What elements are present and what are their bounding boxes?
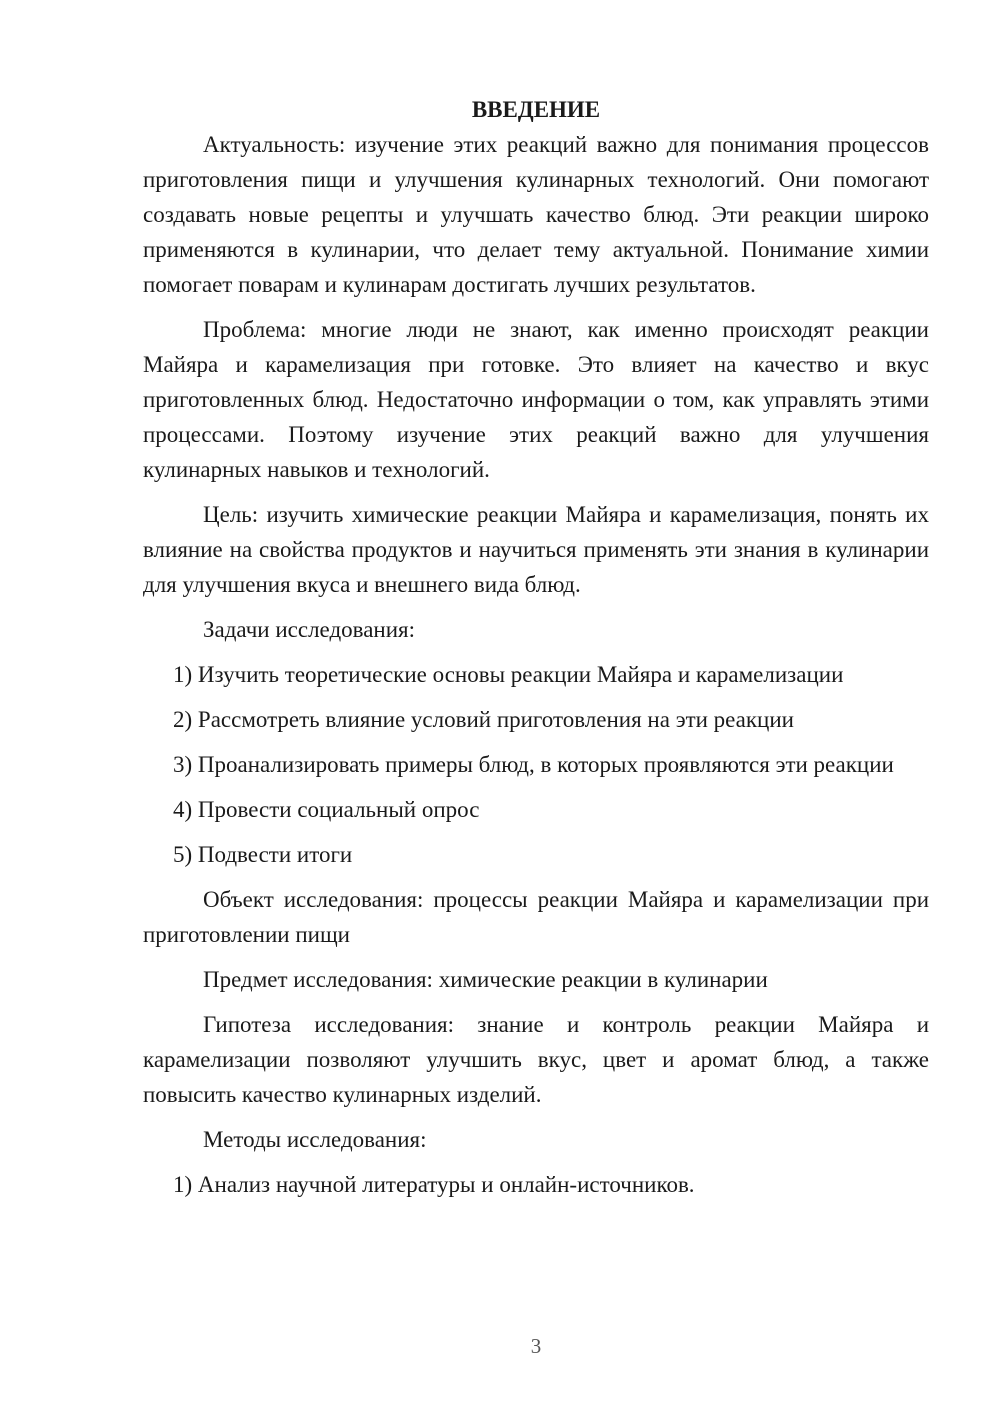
method-item-1: 1) Анализ научной литературы и онлайн-источников. — [173, 1172, 695, 1197]
tasks-title: Задачи исследования: — [203, 617, 416, 642]
paragraph-relevance: Актуальность: изучение этих реакций важно для понимания процессов приготовления пищи и улучшения кулинарных технологий. Они помогают создавать новые рецепты и улучшать качество блюд. Эти реакции широко применяются в кулинарии, что делает тему актуальной. Понимание химии помогает поварам и кулинарам достигать лучших результатов. — [143, 132, 929, 297]
task-item-2: 2) Рассмотреть влияние условий приготовления на эти реакции — [173, 707, 794, 732]
paragraph-subject: Предмет исследования: химические реакции в кулинарии — [203, 967, 768, 992]
task-item-3: 3) Проанализировать примеры блюд, в которых проявляются эти реакции — [173, 752, 894, 777]
methods-title: Методы исследования: — [203, 1127, 427, 1152]
section-heading: ВВЕДЕНИЕ — [471, 97, 601, 122]
document-page — [143, 92, 929, 1212]
page-number: 3 — [530, 1334, 542, 1358]
task-item-5: 5) Подвести итоги — [173, 842, 353, 867]
task-item-1: 1) Изучить теоретические основы реакции Майяра и карамелизации — [173, 662, 844, 687]
paragraph-goal: Цель: изучить химические реакции Майяра и карамелизация, понять их влияние на свойства продуктов и научиться применять эти знания в кулинарии для улучшения вкуса и внешнего вида блюд. — [143, 502, 929, 597]
paragraph-object: Объект исследования: процессы реакции Майяра и карамелизации при приготовлении пищи — [143, 887, 929, 947]
paragraph-hypothesis: Гипотеза исследования: знание и контроль реакции Майяра и карамелизации позволяют улучшить вкус, цвет и аромат блюд, а также повысить качество кулинарных изделий. — [143, 1012, 929, 1107]
task-item-4: 4) Провести социальный опрос — [173, 797, 480, 822]
paragraph-problem: Проблема: многие люди не знают, как именно происходят реакции Майяра и карамелизация при готовке. Это влияет на качество и вкус приготовленных блюд. Недостаточно информации о том, как управлять этими процессами. Поэтому изучение этих реакций важно для улучшения кулинарных навыков и технологий. — [143, 317, 929, 482]
